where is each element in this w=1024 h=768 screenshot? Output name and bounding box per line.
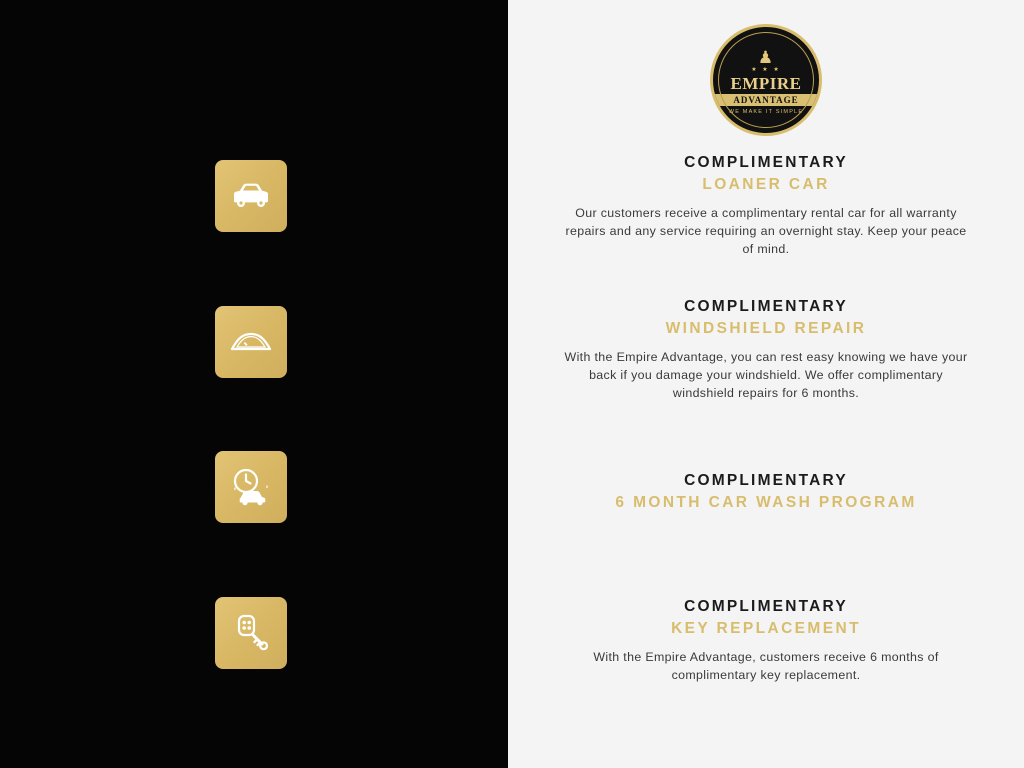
benefit-subtitle: LOANER CAR [702,176,830,193]
benefit-body: With the Empire Advantage, customers receive 6 months of complimentary key replacement. [593,650,939,682]
icon-column [215,0,287,768]
logo-subname: ADVANTAGE [713,94,819,106]
logo-name: EMPIRE [730,73,802,93]
benefit-subtitle: KEY REPLACEMENT [671,620,861,637]
benefit-title: COMPLIMENTARY [684,298,848,315]
content-panel [508,0,1024,768]
empire-advantage-logo [710,24,822,136]
chess-pawn-crest-icon: ♟ [757,47,775,67]
icon-panel [0,0,508,768]
car-icon [215,160,287,232]
benefit-block-key-replacement [508,596,1024,684]
logo-stars: ★ ★ ★ [751,66,781,73]
benefit-title: COMPLIMENTARY [684,598,848,615]
benefit-subtitle: 6 MONTH CAR WASH PROGRAM [615,494,917,511]
benefit-block-car-wash-program [508,470,1024,514]
car-key-icon [215,597,287,669]
benefit-subtitle: WINDSHIELD REPAIR [665,320,867,337]
benefit-body: With the Empire Advantage, you can rest easy knowing we have your back if you damage your windshield. We offer complimentary windshield repairs for 6 months. [564,350,968,400]
benefit-block-windshield-repair [508,296,1024,402]
logo-tagline: WE MAKE IT SIMPLE [728,108,804,115]
benefit-body: Our customers receive a complimentary rental car for all warranty repairs and any service requiring an overnight stay. Keep your peace of mind. [565,206,967,256]
car-wash-time-icon [215,451,287,523]
benefit-title: COMPLIMENTARY [684,154,848,171]
benefit-title: COMPLIMENTARY [684,472,848,489]
windshield-icon [215,306,287,378]
benefit-block-loaner-car [508,152,1024,258]
logo-ring [718,32,814,128]
